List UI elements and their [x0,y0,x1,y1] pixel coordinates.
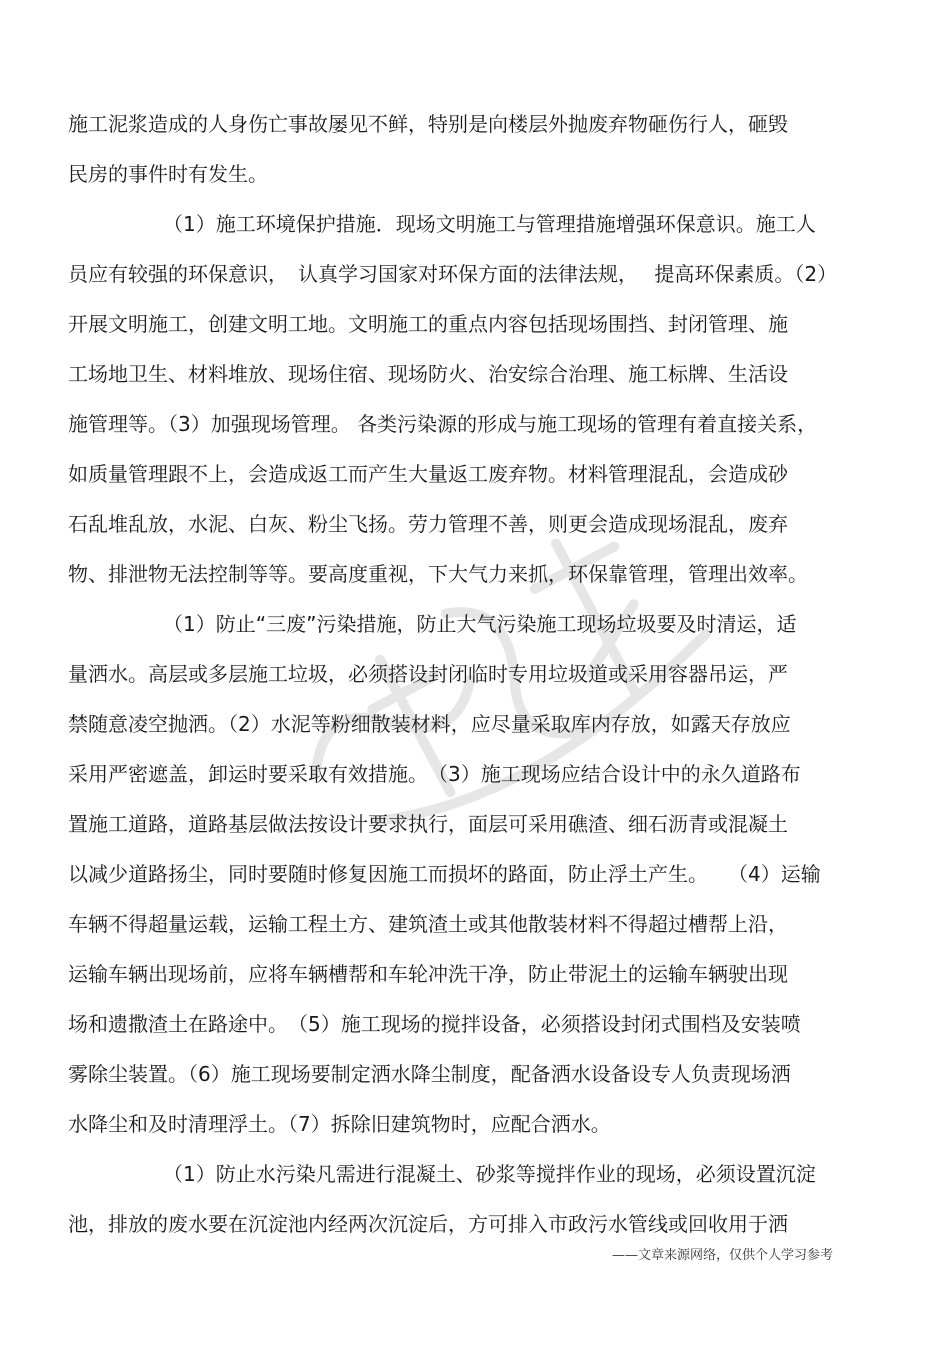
text-line: 场和遗撒渣土在路途中。 （5）施工现场的搅拌设备，必须搭设封闭式围档及安装喷 [68,1012,801,1036]
text-line: 物、排泄物无法控制等等。要高度重视，下大气力来抓，环保靠管理，管理出效率。 [68,562,808,586]
text-line: 水降尘和及时清理浮土。（7）拆除旧建筑物时，应配合洒水。 [68,1112,611,1136]
text-line: 员应有较强的环保意识， 认真学习国家对环保方面的法律法规， 提高环保素质。（2） [68,262,838,286]
text-line: 车辆不得超量运载，运输工程土方、建筑渣土或其他散装材料不得超过槽帮上沿， [68,912,788,936]
text-line: 量洒水。高层或多层施工垃圾，必须搭设封闭临时专用垃圾道或采用容器吊运，严 [68,662,788,686]
text-line: 施管理等。（3）加强现场管理。 各类污染源的形成与施工现场的管理有着直接关系， [68,412,818,436]
text-line: （1）施工环境保护措施．现场文明施工与管理措施增强环保意识。施工人 [163,212,816,236]
text-line: 运输车辆出现场前，应将车辆槽帮和车轮冲洗干净，防止带泥土的运输车辆驶出现 [68,962,788,986]
text-line: 以减少道路扬尘，同时要随时修复因施工而损坏的路面，防止浮土产生。 （4）运输 [68,862,821,886]
text-line: 置施工道路，道路基层做法按设计要求执行，面层可采用礁渣、细石沥青或混凝土 [68,812,788,836]
text-line: 工场地卫生、材料堆放、现场住宿、现场防火、治安综合治理、施工标牌、生活设 [68,362,788,386]
text-line: 施工泥浆造成的人身伤亡事故屡见不鲜，特别是向楼层外抛废弃物砸伤行人，砸毁 [68,112,788,136]
text-line: 雾除尘装置。（6）施工现场要制定洒水降尘制度，配备洒水设备设专人负责现场洒 [68,1062,791,1086]
text-line: 开展文明施工，创建文明工地。文明施工的重点内容包括现场围挡、封闭管理、施 [68,312,788,336]
text-line: 如质量管理跟不上，会造成返工而产生大量返工废弃物。材料管理混乱，会造成砂 [68,462,788,486]
text-line: （1）防止“三废”污染措施，防止大气污染施工现场垃圾要及时清运，适 [163,612,797,636]
footer-note: ——文章来源网络，仅供个人学习参考 [612,1248,834,1263]
text-line: 民房的事件时有发生。 [68,162,268,186]
text-line: （1）防止水污染凡需进行混凝土、砂浆等搅拌作业的现场，必须设置沉淀 [163,1162,816,1186]
text-line: 池，排放的废水要在沉淀池内经两次沉淀后，方可排入市政污水管线或回收用于洒 [68,1212,788,1236]
text-line: 禁随意凌空抛洒。（2）水泥等粉细散装材料，应尽量采取库内存放，如露天存放应 [68,712,791,736]
text-line: 采用严密遮盖，卸运时要采取有效措施。 （3）施工现场应结合设计中的永久道路布 [68,762,801,786]
text-line: 石乱堆乱放，水泥、白灰、粉尘飞扬。劳力管理不善，则更会造成现场混乱，废弃 [68,512,788,536]
